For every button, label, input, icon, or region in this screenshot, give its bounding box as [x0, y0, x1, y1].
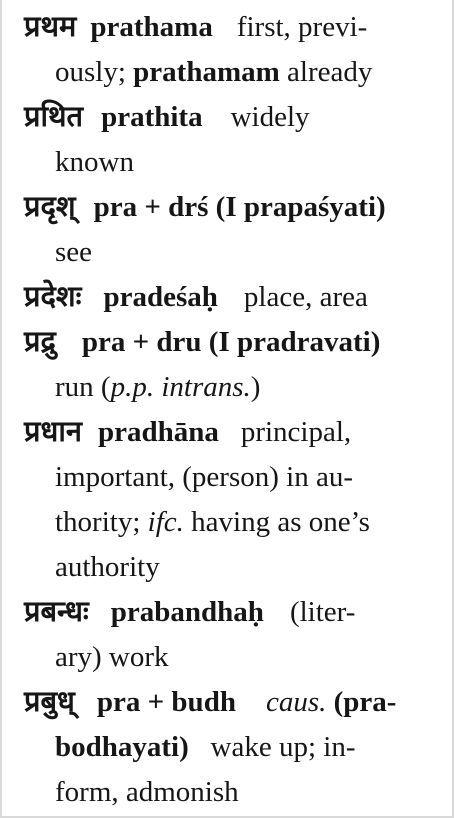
headword-devanagari: प्रथित [24, 101, 84, 133]
definition-text: known [55, 146, 134, 178]
derived-form: prathamam [133, 56, 280, 88]
headword-devanagari: प्रदृश् [24, 191, 76, 223]
definition-text: form, admonish [55, 776, 239, 808]
headword-transliteration: pra + drś (I prapaśyati) [93, 191, 386, 223]
definition-text: see [55, 236, 93, 268]
entry-prabudh-line-1 [24, 685, 396, 719]
headword-transliteration: pradeśaḥ [103, 281, 218, 313]
entry-prabandhah-line-1 [24, 595, 355, 629]
headword-devanagari: प्रधान [24, 416, 82, 448]
definition-text: ously; [55, 56, 126, 88]
entry-pradrs-line-1 [24, 190, 386, 224]
entry-prathama-line-1 [24, 10, 367, 44]
definition-text: first, previ- [236, 11, 368, 43]
definition-text: authority [55, 551, 160, 583]
entry-prathama-line-2 [55, 55, 372, 89]
definition-text: ) [250, 371, 261, 403]
entry-prathita-line-1 [24, 100, 310, 134]
definition-text: bodhayati) wake up; in- [55, 731, 356, 763]
headword-devanagari: प्रदेशः [24, 281, 82, 313]
definition-text: principal, [240, 416, 352, 448]
headword-transliteration: pra + budh [96, 686, 236, 718]
headword-transliteration: pra + dru (I pradravati) [81, 326, 381, 358]
definition-text: widely [230, 101, 310, 133]
definition-text: run ( [55, 371, 111, 403]
entry-pradrs-line-2 [55, 235, 92, 269]
entry-pradru-line-2 [55, 370, 260, 404]
headword-transliteration: prabandhaḥ [110, 596, 264, 628]
headword-devanagari: प्रबन्धः [24, 596, 89, 628]
entry-prabudh-line-3 [55, 775, 239, 809]
headword-transliteration: prathama [90, 11, 213, 43]
entry-prathita-line-2 [55, 145, 134, 179]
entry-pradhana-line-4 [55, 550, 160, 584]
definition-text: important, (person) in au- [55, 461, 353, 493]
entry-prabandhah-line-2 [55, 640, 169, 674]
entry-pradhana-line-3 [55, 505, 370, 539]
entry-pradesah-line-1 [24, 280, 368, 314]
grammar-abbrev: p.p. intrans. [110, 371, 251, 403]
grammar-abbrev: caus. [265, 686, 327, 718]
definition-text: already [287, 56, 373, 88]
definition-text: ary) work [55, 641, 169, 673]
entry-pradhana-line-2 [55, 460, 353, 494]
definition-text: (liter- [289, 596, 356, 628]
headword-devanagari: प्रद्रु [24, 326, 56, 358]
headword-devanagari: प्रबुध् [24, 686, 75, 718]
grammar-abbrev: ifc. [147, 506, 184, 538]
definition-text: place, area [243, 281, 368, 313]
headword-devanagari: प्रथम [24, 11, 77, 43]
entry-pradru-line-1 [24, 325, 380, 359]
entry-prabudh-line-2 [55, 730, 355, 764]
definition-text: thority; [55, 506, 141, 538]
headword-transliteration: prathita [101, 101, 203, 133]
derived-form: (pra- [333, 686, 397, 718]
definition-text: having as one’s [191, 506, 370, 538]
headword-transliteration: pradhāna [97, 416, 219, 448]
entry-pradhana-line-1 [24, 415, 351, 449]
